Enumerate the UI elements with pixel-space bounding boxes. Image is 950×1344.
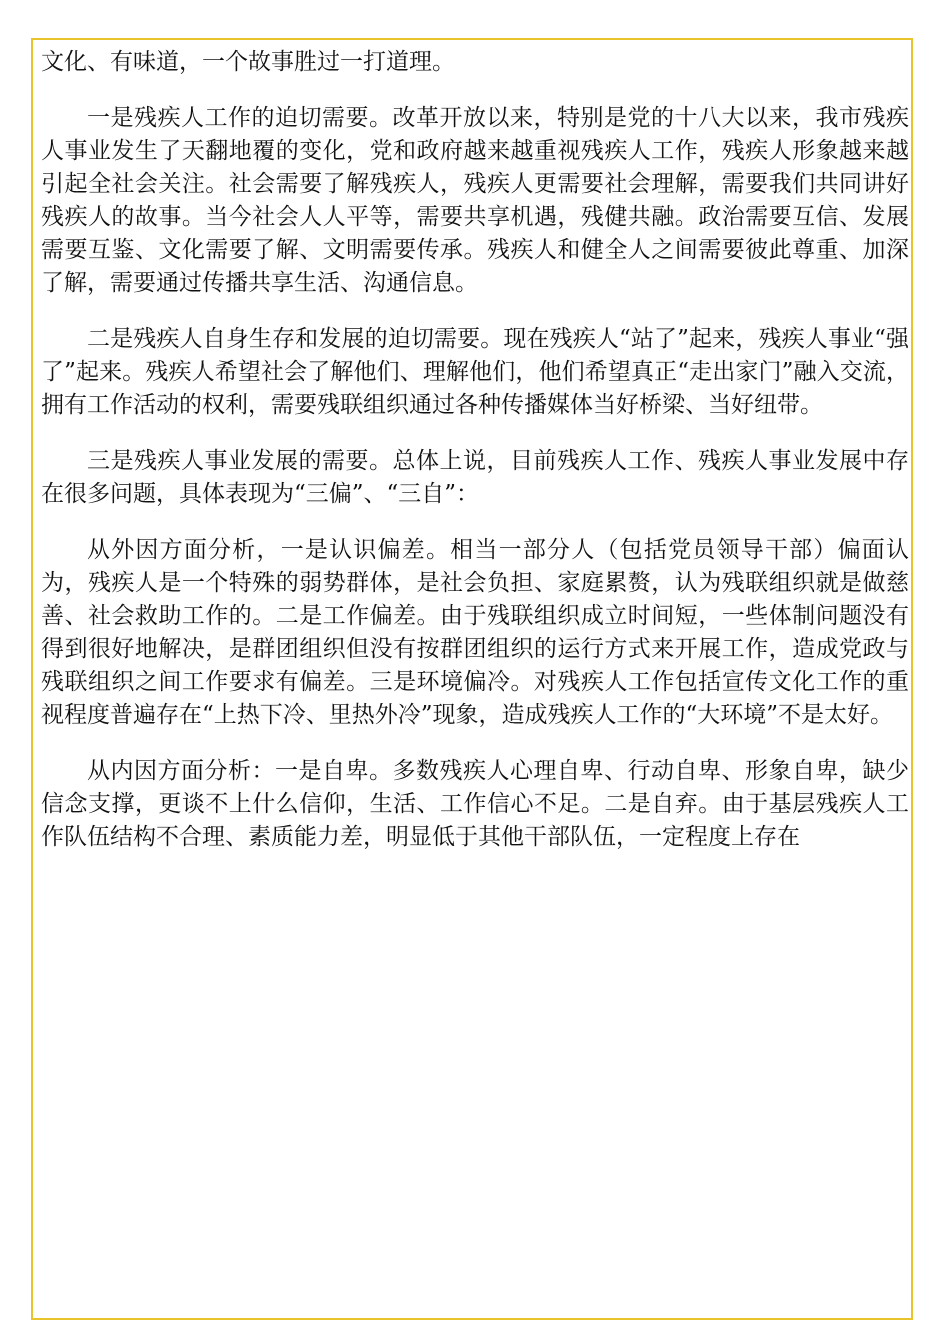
paragraph-5: 从内因方面分析：一是自卑。多数残疾人心理自卑、行动自卑、形象自卑，缺少信念支撑，更谈不上什么信仰，生活、工作信心不足。二是自弃。由于基层残疾人工作队伍结构不合理、素质能力差，明显低于其他干部队伍，一定程度上存在: [41, 758, 909, 850]
paragraph-continuation: 文化、有味道，一个故事胜过一打道理。: [41, 49, 455, 75]
paragraph-3: 三是残疾人事业发展的需要。总体上说，目前残疾人工作、残疾人事业发展中存在很多问题，具体表现为“三偏”、“三自”：: [41, 448, 909, 507]
paragraph-4: 从外因方面分析，一是认识偏差。相当一部分人（包括党员领导干部）偏面认为，残疾人是一个特殊的弱势群体，是社会负担、家庭累赘，认为残联组织就是做慈善、社会救助工作的。二是工作偏差。由于残联组织成立时间短，一些体制问题没有得到很好地解决，是群团组织但没有按群团组织的运行方式来开展工作，造成党政与残联组织之间工作要求有偏差。三是环境偏冷。对残疾人工作包括宣传文化工作的重视程度普遍存在“上热下冷、里热外冷”现象，造成残疾人工作的“大环境”不是太好。: [41, 537, 909, 728]
paragraph-2: 二是残疾人自身生存和发展的迫切需要。现在残疾人“站了”起来，残疾人事业“强了”起来。残疾人希望社会了解他们、理解他们，他们希望真正“走出家门”融入交流，拥有工作活动的权利，需要残联组织通过各种传播媒体当好桥梁、当好纽带。: [41, 326, 909, 418]
paragraph-1: 一是残疾人工作的迫切需要。改革开放以来，特别是党的十八大以来，我市残疾人事业发生了天翻地覆的变化，党和政府越来越重视残疾人工作，残疾人形象越来越引起全社会关注。社会需要了解残疾人，残疾人更需要社会理解，需要我们共同讲好残疾人的故事。当今社会人人平等，需要共享机遇，残健共融。政治需要互信、发展需要互鉴、文化需要了解、文明需要传承。残疾人和健全人之间需要彼此尊重、加深了解，需要通过传播共享生活、沟通信息。: [41, 105, 909, 296]
document-body: [41, 46, 909, 877]
